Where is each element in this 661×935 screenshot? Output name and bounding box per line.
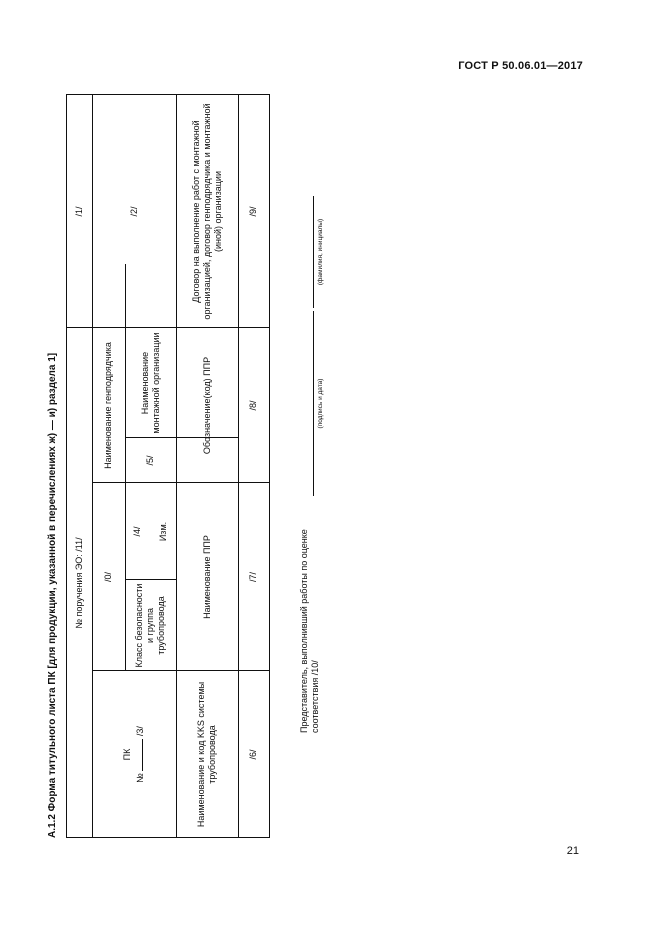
sign-date-caption: (подпись и дата): [317, 378, 324, 429]
ref-4-cell: /4/: [132, 526, 142, 537]
ref-1-cell: /1/: [73, 206, 84, 217]
pk-label: ПК: [122, 748, 132, 761]
ref-6-cell: /6/: [248, 749, 258, 760]
signature-line: [313, 311, 314, 496]
ref-0-cell: /0/: [103, 572, 113, 583]
contract-cell: Договор на выполнение работ с монтажной организацией, договор генподрядчика и монтажной (иной) организации: [190, 103, 223, 320]
section-title: А.1.2 Форма титульного листа ПК [для продукции, указанной в перечислениях ж) — и) раздела 1]: [47, 352, 58, 838]
representative-label: Представитель, выполнивший работы по оценке соответствия /10/: [299, 529, 320, 733]
pk-number-prefix: №: [135, 773, 145, 783]
eo-order-cell: № поручения ЭО: /11/: [73, 537, 84, 629]
pk-number-blank: [133, 739, 143, 771]
revision-cell: Изм.: [157, 521, 168, 542]
general-contractor-cell: Наименование генподрядчика: [103, 342, 113, 469]
ref-2-cell: /2/: [128, 206, 139, 217]
ref-8-cell: /8/: [248, 400, 258, 411]
document-code: ГОСТ Р 50.06.01—2017: [458, 60, 583, 72]
ref-3-label: /3/: [135, 726, 145, 737]
page-number: 21: [566, 845, 579, 857]
ref-7-cell: /7/: [248, 572, 258, 583]
ref-9-cell: /9/: [248, 206, 258, 217]
safety-class-cell: Класс безопасности и группа трубопровода: [134, 583, 166, 668]
installer-name-cell: Наименование монтажной организации: [139, 332, 161, 434]
name-initials-caption: (фамилия, инициалы): [317, 218, 324, 286]
kks-name-cell: Наименование и код KKS системы трубопровода: [196, 681, 217, 828]
ppr-code-cell: Обозначение(код) ППР: [201, 356, 212, 455]
ppr-name-cell: Наименование ППР: [201, 535, 212, 619]
pk-number-cell: [92, 671, 176, 838]
ref-5-cell: /5/: [145, 455, 155, 466]
rotated-form-area: [43, 88, 343, 838]
name-line: [313, 196, 314, 308]
